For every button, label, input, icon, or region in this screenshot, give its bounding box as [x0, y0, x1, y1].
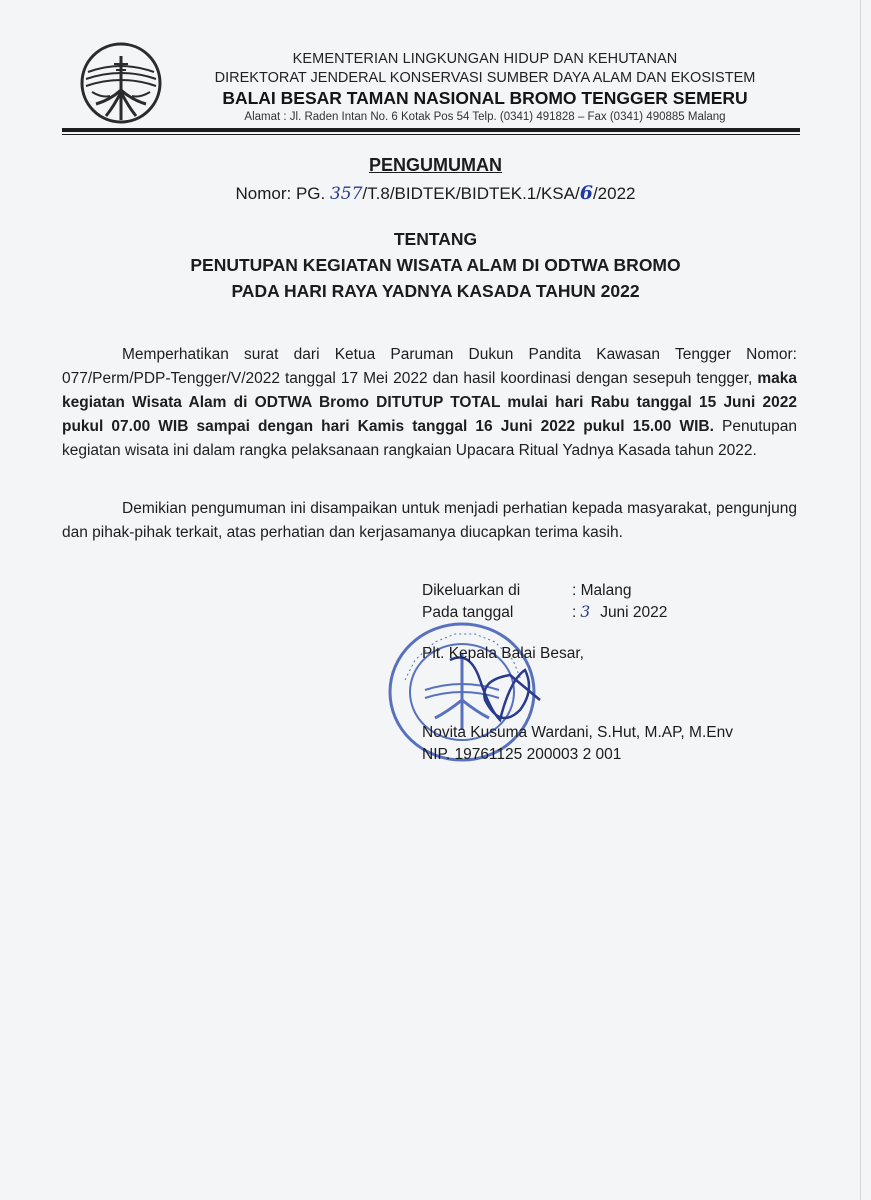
signatory-nip: NIP. 19761125 200003 2 001	[422, 746, 622, 763]
subject-line-2: PADA HARI RAYA YADNYA KASADA TAHUN 2022	[231, 281, 640, 301]
ministry-logo-icon	[80, 42, 162, 124]
number-suffix: /2022	[592, 184, 636, 203]
page-edge	[860, 0, 861, 1200]
issued-label: Dikeluarkan di	[422, 582, 521, 599]
paragraph-1	[62, 343, 797, 463]
office-address: Alamat : Jl. Raden Intan No. 6 Kotak Pos 54 Telp. (0341) 491828 – Fax (0341) 490885 Malang	[244, 111, 726, 123]
paragraph-2: Demikian pengumuman ini disampaikan untuk menjadi perhatian kepada masyarakat, pengunjung dan pihak-pihak terkait, atas perhatian dan kerjasamanya diucapkan terima kasih.	[62, 500, 797, 541]
date-colon: :	[572, 604, 577, 621]
number-middle: /T.8/BIDTEK/BIDTEK.1/KSA/	[362, 184, 580, 203]
office-name: BALAI BESAR TAMAN NASIONAL BROMO TENGGER SEMERU	[222, 88, 748, 108]
directorate-name: DIREKTORAT JENDERAL KONSERVASI SUMBER DAYA ALAM DAN EKOSISTEM	[214, 70, 756, 86]
signatory-role: Plt. Kepala Balai Besar,	[422, 645, 584, 662]
signatory-name: Novita Kusuma Wardani, S.Hut, M.AP, M.Env	[422, 724, 733, 741]
ministry-name: KEMENTERIAN LINGKUNGAN HIDUP DAN KEHUTANAN	[292, 51, 678, 67]
announcement-number	[0, 182, 871, 204]
letterhead-rule-thin	[62, 134, 800, 135]
issued-value: : Malang	[572, 582, 632, 599]
date-day: 3	[580, 603, 591, 621]
issued-place	[422, 580, 631, 602]
date-label: Pada tanggal	[422, 604, 514, 621]
subject-line-1: PENUTUPAN KEGIATAN WISATA ALAM DI ODTWA BROMO	[190, 255, 681, 275]
number-prefix: Nomor: PG.	[235, 184, 326, 203]
p1-bold: maka kegiatan Wisata Alam di ODTWA Bromo DITUTUP TOTAL mulai hari Rabu tanggal 15 Juni 2022 pukul 07.00 WIB sampai dengan hari Kamis tanggal 16 Juni 2022 pukul 15.00 WIB.	[62, 370, 797, 435]
date-rest: Juni 2022	[600, 604, 668, 621]
number-handwritten-2: 6	[579, 182, 593, 204]
announcement-title: PENGUMUMAN	[369, 155, 502, 175]
p1-start: Memperhatikan surat dari Ketua Paruman Dukun Pandita Kawasan Tengger Nomor: 077/Perm/PDP-Tengger/V/2022 tanggal 17 Mei 2022 dan hasil koordinasi dengan sesepuh tengger,	[62, 346, 797, 387]
number-handwritten: 357	[329, 184, 363, 204]
about-heading: TENTANG	[393, 229, 478, 249]
letterhead-rule-thick	[62, 128, 800, 132]
p1-end: Penutupan kegiatan wisata ini dalam rangka pelaksanaan rangkaian Upacara Ritual Yadnya Kasada tahun 2022.	[62, 418, 797, 459]
letterhead	[170, 50, 800, 125]
